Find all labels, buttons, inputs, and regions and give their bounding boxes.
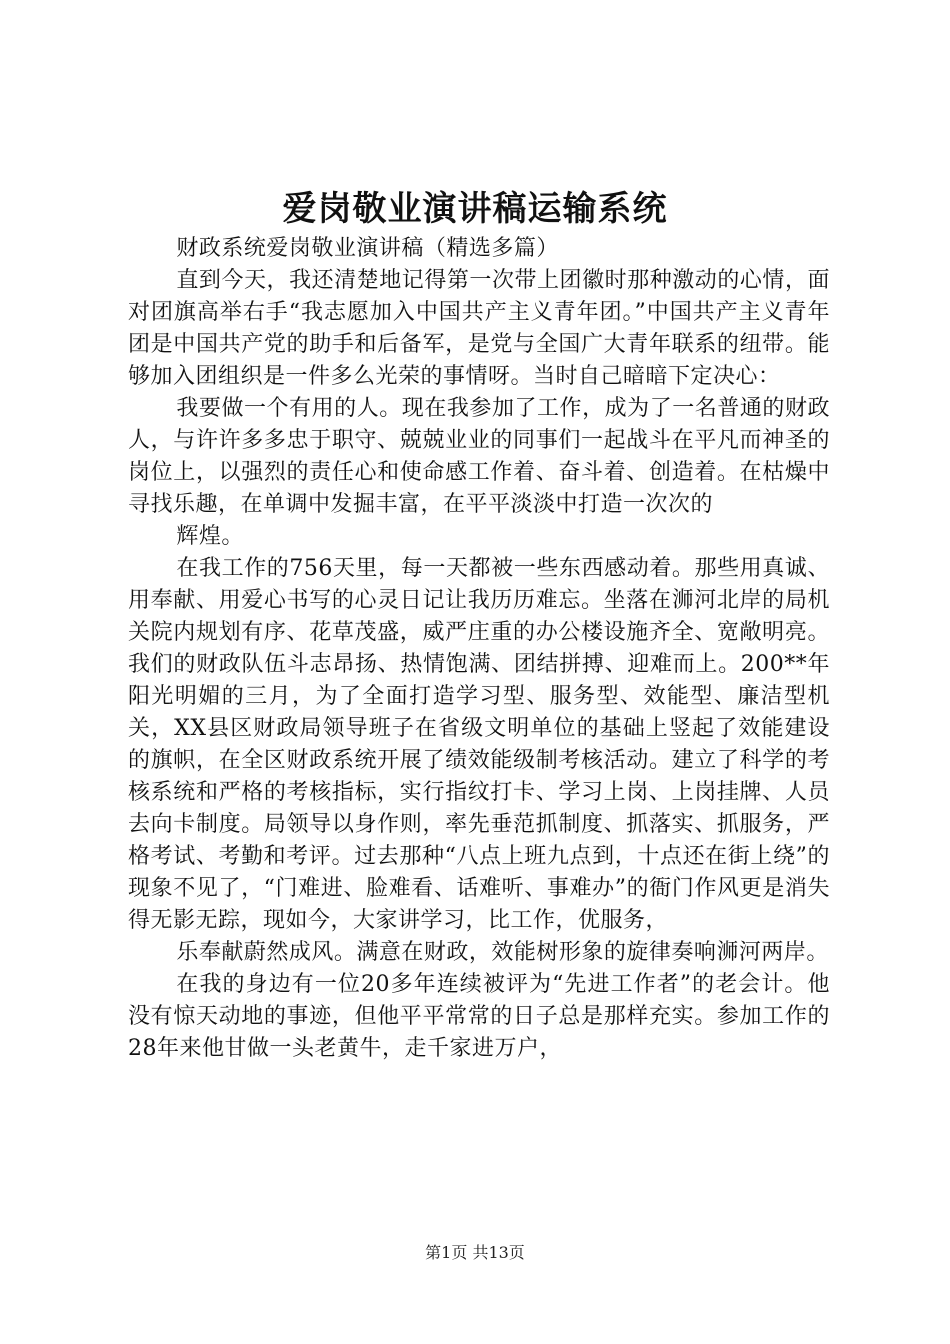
paragraph: 在我的身边有一位20多年连续被评为“先进工作者”的老会计。他没有惊天动地的事迹，但他平平常常的日子总是那样充实。参加工作的28年来他甘做一头老黄牛，走千家进万户， xyxy=(128,972,830,1061)
document-subtitle: 财政系统爱岗敬业演讲稿（精选多篇） xyxy=(176,236,559,261)
paragraph: 我要做一个有用的人。现在我参加了工作，成为了一名普通的财政人，与许许多多忠于职守、兢兢业业的同事们一起战斗在平凡而神圣的岗位上，以强烈的责任心和使命感工作着、奋斗着、创造着。在枯燥中寻找乐趣，在单调中发掘丰富，在平平淡淡中打造一次次的 xyxy=(128,396,830,517)
document-title: 爱岗敬业演讲稿运输系统 xyxy=(282,189,668,229)
page-footer: 第1页 共13页 xyxy=(425,1243,525,1262)
paragraph: 乐奉献蔚然成风。满意在财政，效能树形象的旋律奏响浉河两岸。 xyxy=(176,940,829,965)
paragraph: 在我工作的756天里，每一天都被一些东西感动着。那些用真诚、用奉献、用爱心书写的心灵日记让我历历难忘。坐落在浉河北岸的局机关院内规划有序、花草茂盛，威严庄重的办公楼设施齐全、宽敞明亮。我们的财政队伍斗志昂扬、热情饱满、团结拼搏、迎难而上。200**年阳光明媚的三月，为了全面打造学习型、服务型、效能型、廉洁型机关，XX县区财政局领导班子在省级文明单位的基础上竖起了效能建设的旗帜，在全区财政系统开展了绩效能级制考核活动。建立了科学的考核系统和严格的考核指标，实行指纹打卡、学习上岗、上岗挂牌、人员去向卡制度。局领导以身作则，率先垂范抓制度、抓落实、抓服务，严格考试、考勤和考评。过去那种“八点上班九点到，十点还在街上绕”的现象不见了，“门难进、脸难看、话难听、事难办”的衙门作风更是消失得无影无踪，现如今，大家讲学习，比工作，优服务， xyxy=(128,556,830,933)
paragraph: 辉煌。 xyxy=(176,524,244,549)
paragraph: 直到今天，我还清楚地记得第一次带上团徽时那种激动的心情，面对团旗高举右手“我志愿加入中国共产主义青年团。”中国共产主义青年团是中国共产党的助手和后备军，是党与全国广大青年联系的纽带。能够加入团组织是一件多么光荣的事情呀。当时自己暗暗下定决心： xyxy=(128,268,830,389)
document-body xyxy=(128,233,830,1065)
